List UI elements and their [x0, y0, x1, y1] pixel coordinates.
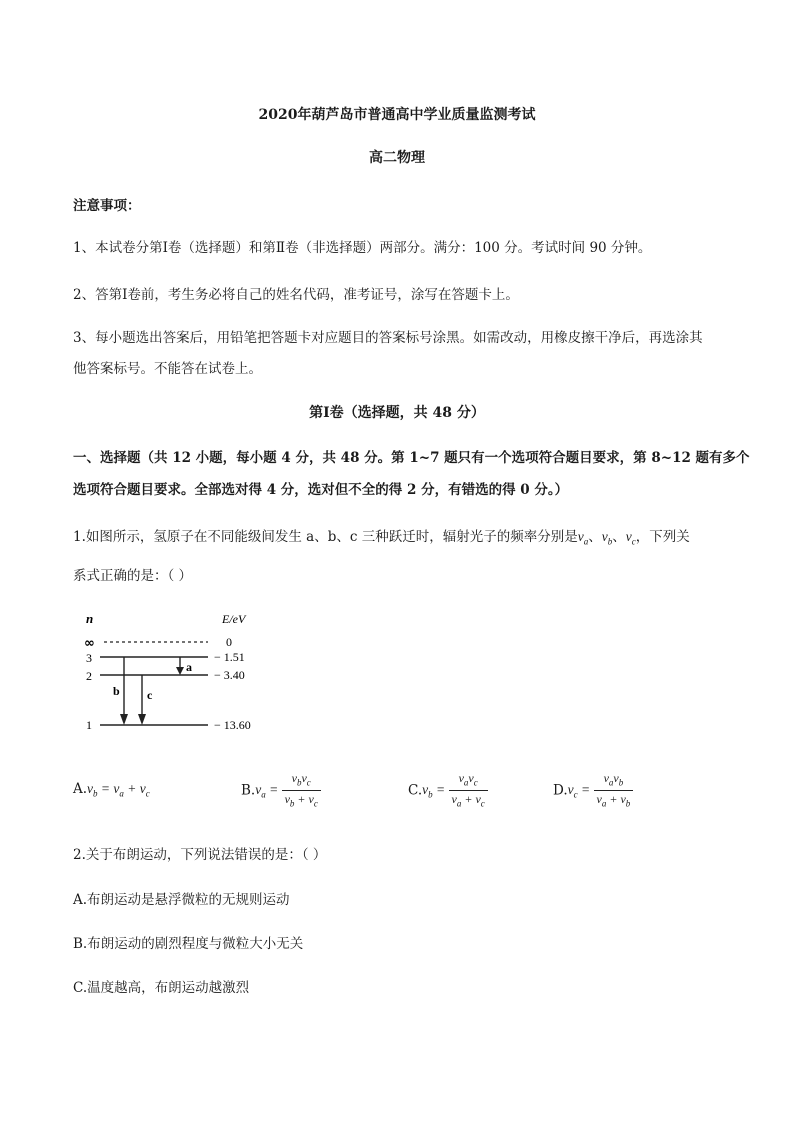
- q2-option-b: B.布朗运动的剧烈程度与微粒大小无关: [73, 936, 304, 952]
- level-n-2: 2: [86, 669, 92, 683]
- transition-c-label: c: [147, 688, 153, 702]
- energy-axis-label: E/eV: [222, 612, 246, 626]
- notice-item-2: 2、答第Ⅰ卷前，考生务必将自己的姓名代码，准考证号，涂写在答题卡上。: [73, 287, 519, 303]
- q1-stem-text: 1.如图所示，氢原子在不同能级间发生 a、b、c 三种跃迁时，辐射光子的频率分别是: [73, 529, 578, 545]
- transition-a-label: a: [186, 660, 192, 674]
- part-one-heading: 第Ⅰ卷（选择题，共 48 分）: [309, 405, 485, 421]
- q1-stem-line-1: 1.如图所示，氢原子在不同能级间发生 a、b、c 三种跃迁时，辐射光子的频率分别是$\nu_a$、$\nu_b$、$\nu_c$，下列关: [73, 529, 690, 547]
- level-e-1: − 13.60: [214, 718, 251, 732]
- nu-b: $\nu_b$: [601, 529, 613, 547]
- level-n-infinity: ∞: [84, 636, 95, 651]
- level-e-3: − 1.51: [214, 650, 245, 664]
- exam-subject: 高二物理: [369, 150, 425, 166]
- notice-item-3-line-2: 他答案标号。不能答在试卷上。: [73, 361, 262, 377]
- level-n-1: 1: [86, 718, 92, 732]
- transition-c-arrowhead: [138, 714, 146, 725]
- q1-option-c: $C.\nu_b$ = $\frac{\nu_a\nu_c}{\nu_a + \nu_c}$: [408, 770, 488, 812]
- q1-option-b: $B.\nu_a$ = $\frac{\nu_b\nu_c}{\nu_b + \nu_c}$: [241, 770, 321, 812]
- q1-option-d: $D.\nu_c$ = $\frac{\nu_a\nu_b}{\nu_a + \nu_b}$: [553, 770, 633, 812]
- transition-b-arrowhead: [120, 714, 128, 725]
- transition-a-arrowhead: [176, 667, 184, 675]
- transition-b-label: b: [113, 684, 120, 698]
- level-e-2: − 3.40: [214, 668, 245, 682]
- energy-level-diagram: [80, 605, 280, 735]
- nu-c: $\nu_c$: [625, 529, 636, 547]
- notice-item-3-line-1: 3、每小题选出答案后，用铅笔把答题卡对应题目的答案标号涂黑。如需改动，用橡皮擦干净后，再选涂其: [73, 330, 703, 346]
- notice-item-1: 1、本试卷分第Ⅰ卷（选择题）和第Ⅱ卷（非选择题）两部分。满分：100 分。考试时间 90 分钟。: [73, 240, 652, 256]
- section-instructions-line-1: 一、选择题（共 12 小题，每小题 4 分，共 48 分。第 1~7 题只有一个选项符合题目要求，第 8~12 题有多个: [73, 450, 750, 466]
- section-instructions-line-2: 选项符合题目要求。全部选对得 4 分，选对但不全的得 2 分，有错选的得 0 分。）: [73, 482, 569, 498]
- exam-title: 2020年葫芦岛市普通高中学业质量监测考试: [258, 107, 536, 123]
- nu-a: $\nu_a$: [577, 529, 589, 547]
- q1-stem-line-2: 系式正确的是：（ ）: [73, 568, 193, 584]
- level-n-3: 3: [86, 651, 92, 665]
- n-axis-label: n: [86, 611, 94, 626]
- q2-stem: 2.关于布朗运动，下列说法错误的是：（ ）: [73, 847, 327, 863]
- q2-option-c: C.温度越高，布朗运动越激烈: [73, 980, 250, 996]
- level-e-infinity: 0: [226, 635, 232, 649]
- notice-heading: 注意事项：: [73, 198, 141, 214]
- q1-option-a: $A.\nu_b = \nu_a + \nu_c$: [73, 781, 150, 799]
- q2-option-a: A.布朗运动是悬浮微粒的无规则运动: [73, 892, 290, 908]
